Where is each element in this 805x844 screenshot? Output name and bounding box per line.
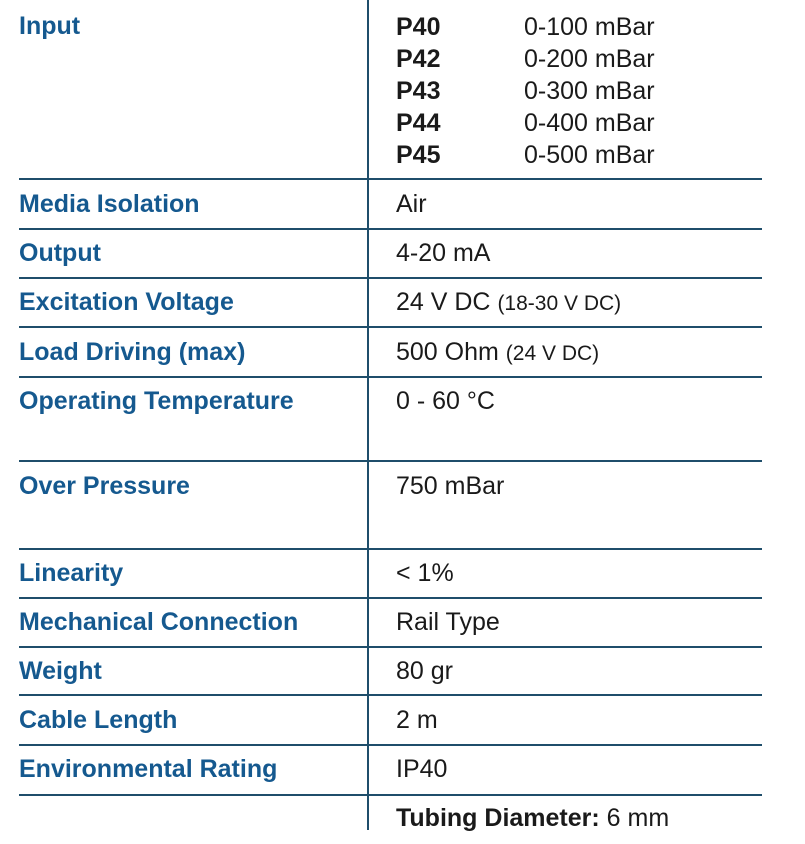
row-divider [19, 178, 762, 180]
output-main: 4-20 mA [396, 239, 491, 267]
media-isolation-value [396, 192, 427, 217]
environmental-rating-label: Environmental Rating [19, 755, 278, 783]
mechanical-connection-main: Rail Type [396, 608, 500, 636]
over-pressure-value [396, 474, 504, 499]
output-value [396, 241, 490, 266]
excitation-voltage-label: Excitation Voltage [19, 288, 234, 316]
excitation-voltage-value [396, 290, 621, 315]
media-isolation-main: Air [396, 190, 427, 218]
linearity-label: Linearity [19, 559, 124, 587]
over-pressure-label: Over Pressure [19, 472, 190, 500]
row-divider [19, 794, 762, 796]
load-driving-main: 500 Ohm [396, 338, 499, 366]
range-p40: 0-100 mBar [524, 13, 655, 41]
load-driving-value [396, 340, 599, 365]
weight-label: Weight [19, 657, 102, 685]
load-driving-label: Load Driving (max) [19, 338, 246, 366]
mechanical-connection-value [396, 610, 500, 635]
model-p43: P43 [396, 77, 441, 105]
row-divider [19, 326, 762, 328]
excitation-voltage-main: 24 V DC [396, 288, 491, 316]
range-p43: 0-300 mBar [524, 77, 655, 105]
operating-temperature-label: Operating Temperature [19, 387, 294, 415]
row-divider [19, 460, 762, 462]
operating-temperature-value [396, 389, 495, 414]
range-p45: 0-500 mBar [524, 141, 655, 169]
cable-length-main: 2 m [396, 706, 438, 734]
row-divider [19, 548, 762, 550]
tubing-diameter [396, 806, 669, 831]
excitation-voltage-note: (18-30 V DC) [497, 292, 622, 315]
load-driving-note: (24 V DC) [505, 342, 600, 365]
model-p44: P44 [396, 109, 441, 137]
row-divider [19, 277, 762, 279]
model-p40: P40 [396, 13, 441, 41]
range-p42: 0-200 mBar [524, 45, 655, 73]
media-isolation-label: Media Isolation [19, 190, 200, 218]
output-label: Output [19, 239, 101, 267]
tubing-diameter-value: 6 mm [606, 804, 670, 832]
row-divider [19, 228, 762, 230]
row-divider [19, 744, 762, 746]
row-divider [19, 694, 762, 696]
linearity-main: < 1% [396, 559, 454, 587]
mechanical-connection-label: Mechanical Connection [19, 608, 299, 636]
tubing-diameter-label: Tubing Diameter: [396, 804, 600, 832]
environmental-rating-value [396, 757, 447, 782]
row-divider [19, 646, 762, 648]
environmental-rating-main: IP40 [396, 755, 448, 783]
model-p42: P42 [396, 45, 441, 73]
row-divider [19, 597, 762, 599]
linearity-value [396, 561, 454, 586]
over-pressure-main: 750 mBar [396, 472, 505, 500]
range-p44: 0-400 mBar [524, 109, 655, 137]
column-divider [367, 0, 369, 830]
operating-temperature-main: 0 - 60 °C [396, 387, 495, 415]
weight-main: 80 gr [396, 657, 453, 685]
weight-value [396, 659, 453, 684]
cable-length-value [396, 708, 438, 733]
cable-length-label: Cable Length [19, 706, 178, 734]
model-p45: P45 [396, 141, 441, 169]
input-label: Input [19, 12, 81, 40]
row-divider [19, 376, 762, 378]
